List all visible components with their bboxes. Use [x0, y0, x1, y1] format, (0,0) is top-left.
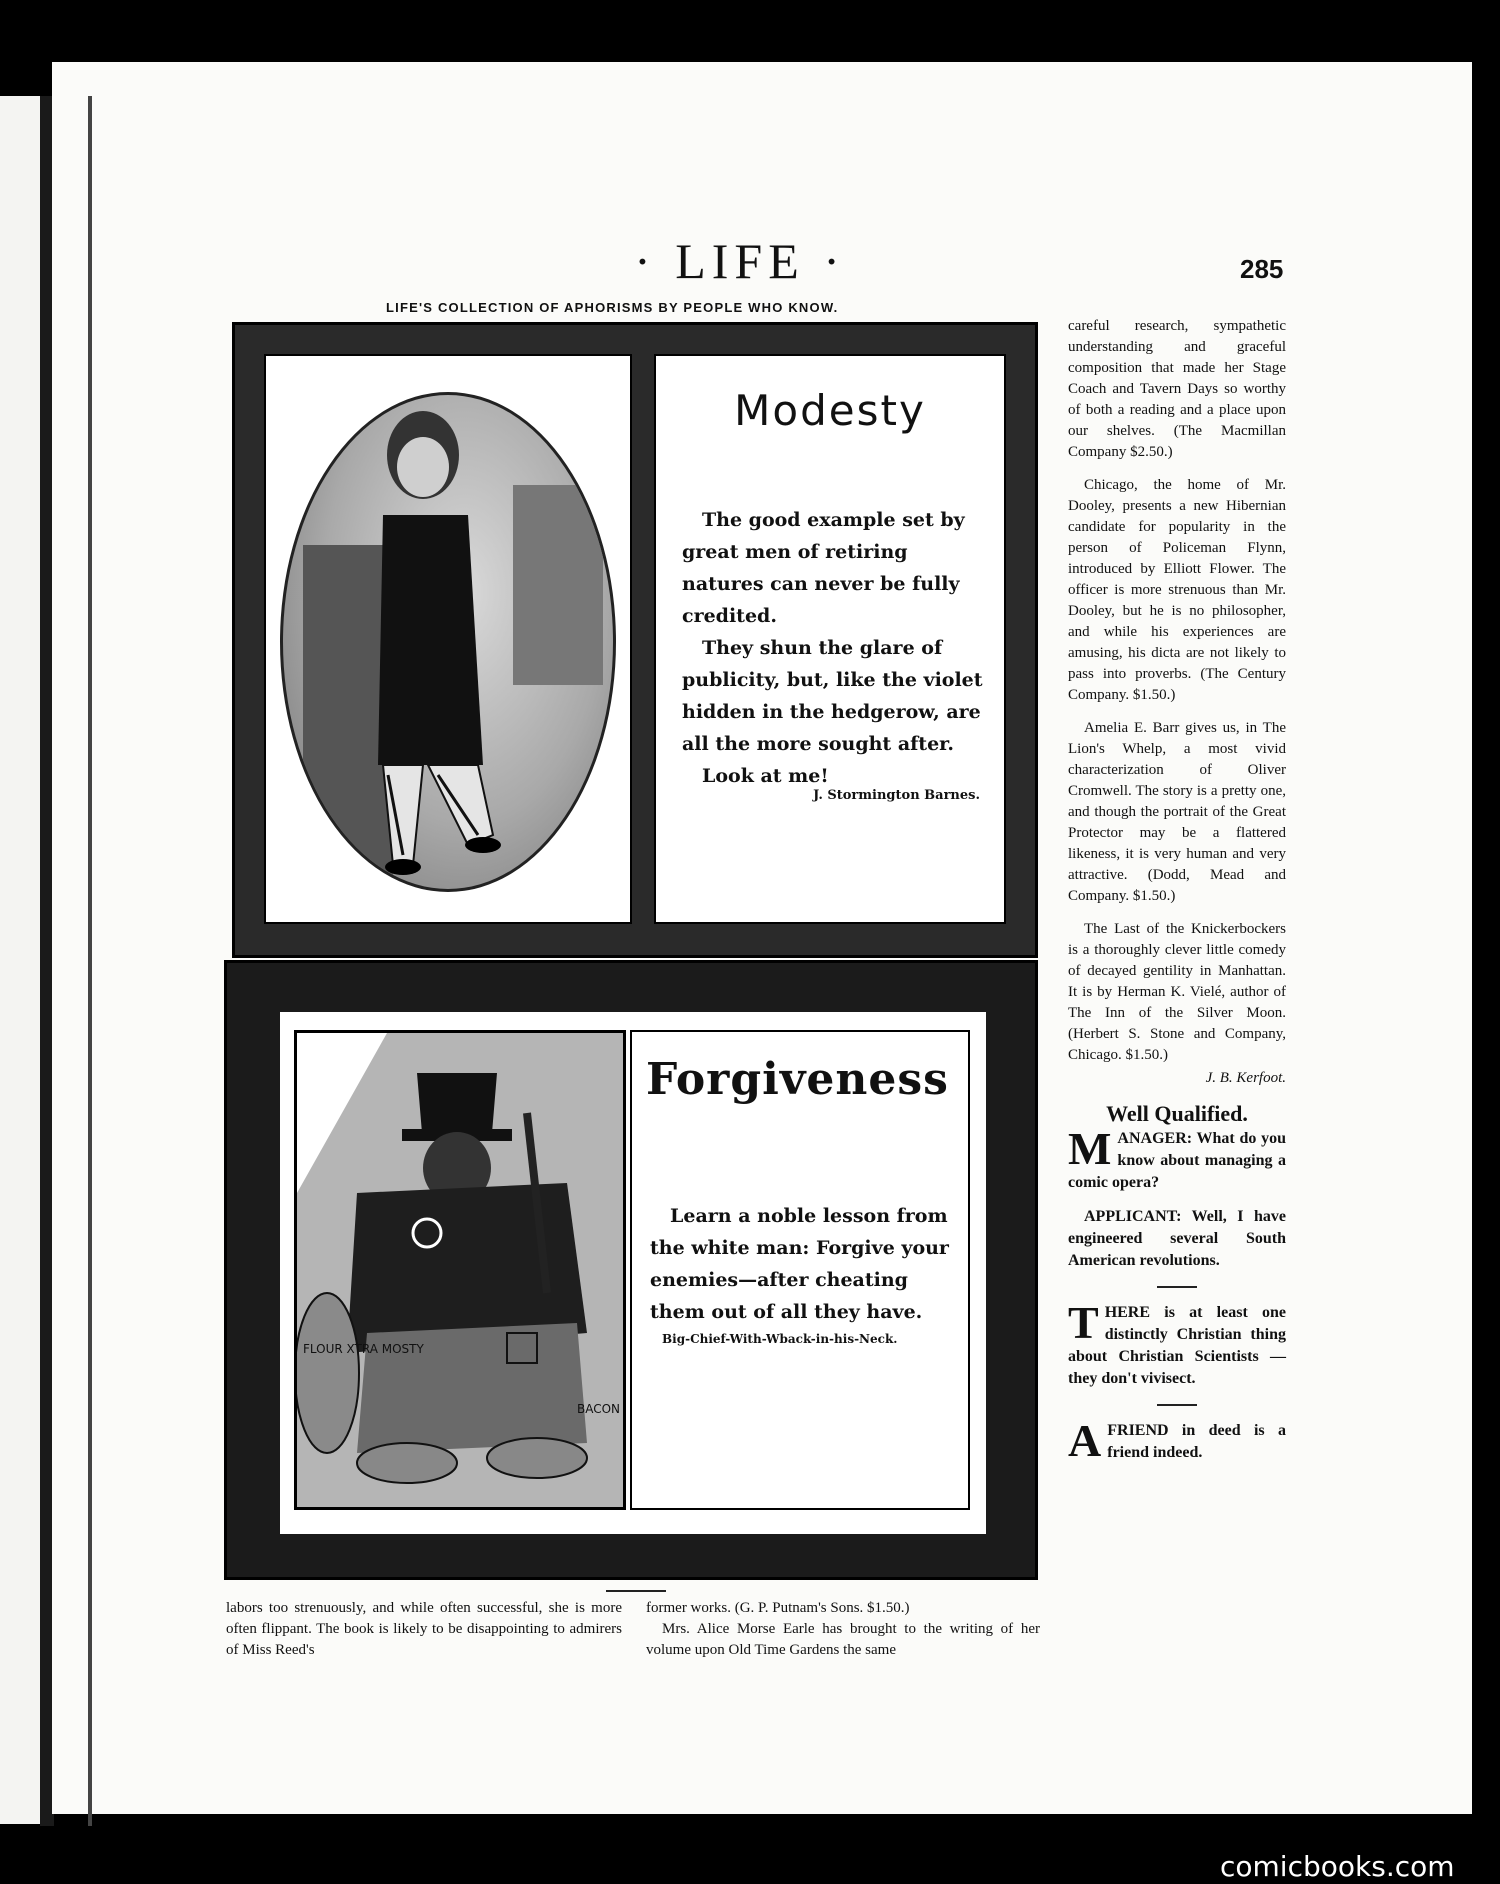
review-paragraph: The Last of the Knickerbockers is a thoroughly clever little comedy of decayed gentility in Manhattan. It is by Herman K. Vielé, author of The Inn of the Silver Moon. (Herbert S. Stone and Company, Chicago. $1.50.)	[1068, 921, 1286, 1063]
well-qualified-text	[1068, 1123, 1286, 1194]
bacon-label: BACON	[577, 1402, 621, 1416]
watermark: comicbooks.com	[1220, 1850, 1455, 1883]
forgiveness-signature: Big-Chief-With-Wback-in-his-Neck.	[662, 1332, 898, 1346]
modesty-paragraph: Look at me!	[702, 765, 829, 787]
modesty-paragraph: The good example set by great men of retiring natures can never be fully credited.	[682, 509, 965, 627]
forgiveness-illustration	[294, 1030, 626, 1510]
friend-text: FRIEND in deed is a friend indeed.	[1107, 1422, 1286, 1461]
right-column	[1068, 316, 1286, 1476]
review-paragraph: Amelia E. Barr gives us, in The Lion's Whelp, a most vivid characterization of Oliver Cromwell. The story is a pretty one, and though the portrait of the Great Protector may be a flattered likeness, it is very human and very attractive. (Dodd, Mead and Company. $1.50.)	[1068, 720, 1286, 904]
modesty-body	[682, 504, 988, 792]
forgiveness-text-box	[630, 1030, 970, 1510]
col2-line: former works. (G. P. Putnam's Sons. $1.50.)	[646, 1600, 910, 1616]
man-figure-icon	[283, 395, 616, 892]
modesty-signature: J. Stormington Barnes.	[813, 788, 980, 803]
drop-cap: T	[1068, 1297, 1099, 1348]
manager-line: ANAGER: What do you know about managing a comic opera?	[1068, 1130, 1286, 1191]
review-paragraph: Chicago, the home of Mr. Dooley, presents a new Hibernian candidate for popularity in the person of Policeman Flynn, introduced by Elliott Flower. The officer is more strenuous than Mr. Dooley, but he is no philosopher, and while his experiences are amusing, his dicta are not likely to pass into proverbs. (The Century Company. $1.50.)	[1068, 477, 1286, 703]
divider	[1157, 1404, 1197, 1406]
applicant-line: APPLICANT: Well, I have engineered several South American revolutions.	[1068, 1208, 1286, 1269]
friend-aphorism	[1068, 1415, 1286, 1466]
forgiveness-heading: Forgiveness	[646, 1054, 949, 1105]
well-qualified-heading: Well Qualified.	[1106, 1101, 1248, 1126]
bottom-column-left: labors too strenuously, and while often successful, she is more often flippant. The book is likely to be disappointing to admirers of Miss Reed's	[226, 1600, 622, 1658]
divider	[1157, 1286, 1197, 1288]
modesty-paragraph: They shun the glare of publicity, but, like the violet hidden in the hedgerow, are all the more sought after.	[682, 637, 983, 755]
forgiveness-body: Learn a noble lesson from the white man: Forgive your enemies—after cheating them out of all they have.	[650, 1205, 949, 1323]
collection-title: LIFE'S COLLECTION OF APHORISMS BY PEOPLE WHO KNOW.	[386, 300, 839, 315]
modesty-illustration	[264, 354, 632, 924]
masthead: · LIFE ·	[634, 233, 846, 289]
column-divider	[606, 1590, 666, 1592]
there-text: HERE is at least one distinctly Christian thing about Christian Scientists — they don't vivisect.	[1068, 1304, 1286, 1387]
modesty-text-box	[654, 354, 1006, 924]
modesty-heading: Modesty	[734, 386, 926, 435]
gutter-shadow	[88, 96, 92, 1826]
review-author: J. B. Kerfoot.	[1205, 1070, 1286, 1086]
oval-portrait	[280, 392, 616, 892]
flour-sack-label: FLOUR XTRA MOSTY	[303, 1342, 424, 1356]
col2-paragraph: Mrs. Alice Morse Earle has brought to the writing of her volume upon Old Time Gardens the same	[646, 1621, 1040, 1658]
there-aphorism	[1068, 1297, 1286, 1390]
seated-man-icon	[297, 1033, 623, 1507]
drop-cap: M	[1068, 1123, 1112, 1174]
page-number: 285	[1240, 254, 1284, 284]
review-paragraph: careful research, sympathetic understanding and graceful composition that made her Stage Coach and Tavern Days so worthy of both a reading and a place upon our shelves. (The Macmillan Company $2.50.)	[1068, 318, 1286, 460]
bottom-column-middle	[646, 1598, 1040, 1661]
drop-cap: A	[1068, 1415, 1102, 1466]
